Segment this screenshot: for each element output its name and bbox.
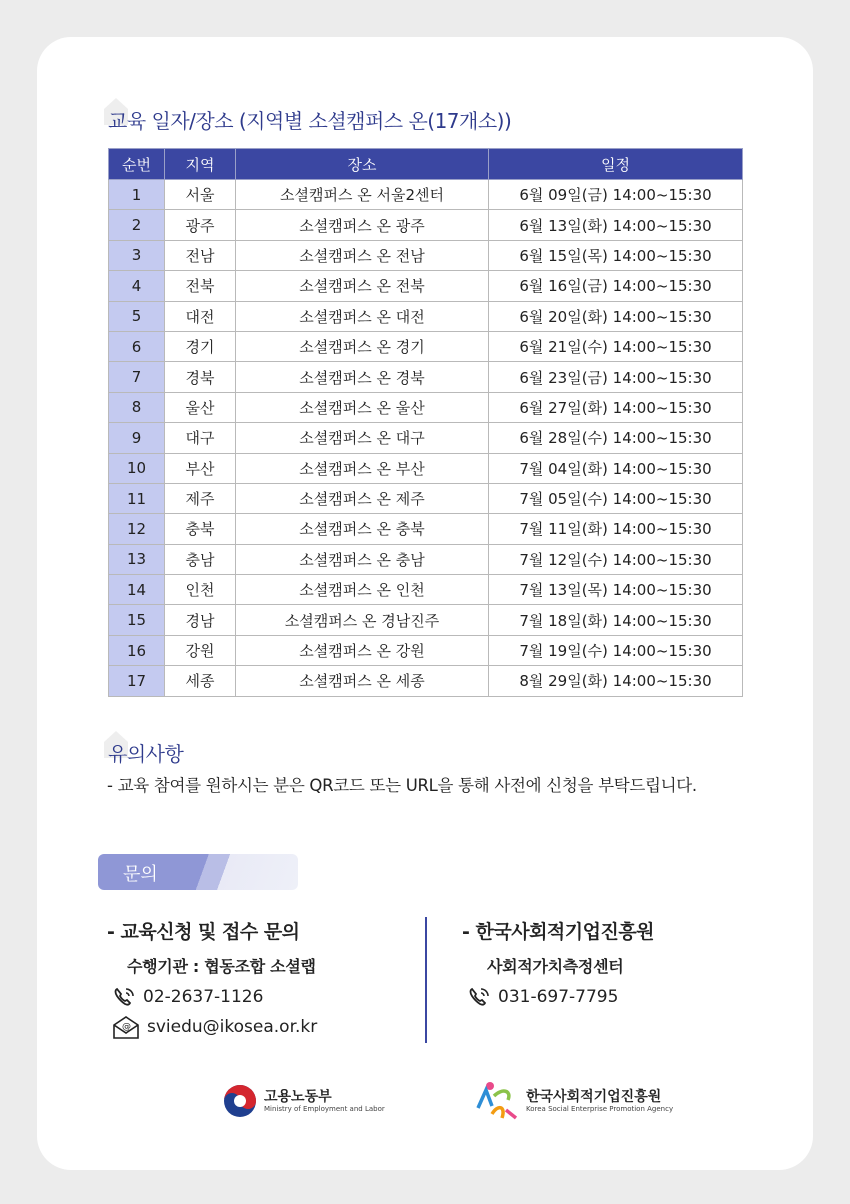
cell-place: 소셜캠퍼스 온 경북 — [236, 362, 489, 392]
cell-date: 6월 23일(금) 14:00~15:30 — [489, 362, 743, 392]
cell-date: 7월 11일(화) 14:00~15:30 — [489, 514, 743, 544]
svg-text:@: @ — [122, 1022, 131, 1032]
ministry-english-name: Ministry of Employment and Labor — [264, 1104, 385, 1113]
cell-region: 충북 — [165, 514, 236, 544]
header-place: 장소 — [236, 149, 489, 180]
cell-number: 8 — [109, 392, 165, 422]
cell-number: 6 — [109, 331, 165, 361]
cell-number: 7 — [109, 362, 165, 392]
schedule-table — [108, 148, 743, 697]
cell-region: 전남 — [165, 240, 236, 270]
contact-tab-label: 문의 — [123, 864, 158, 885]
cell-number: 4 — [109, 271, 165, 301]
cell-date: 6월 09일(금) 14:00~15:30 — [489, 180, 743, 210]
cell-date: 7월 12일(수) 14:00~15:30 — [489, 544, 743, 574]
cell-number: 3 — [109, 240, 165, 270]
ministry-name: 고용노동부 — [264, 1088, 332, 1105]
contact-left-phone: 02-2637-1126 — [143, 987, 264, 1007]
cell-number: 14 — [109, 575, 165, 605]
table-row — [109, 392, 743, 422]
agency-name: 한국사회적기업진흥원 — [526, 1088, 662, 1105]
cell-number: 17 — [109, 666, 165, 696]
table-row — [109, 210, 743, 240]
cell-region: 경북 — [165, 362, 236, 392]
cell-place: 소셜캠퍼스 온 전남 — [236, 240, 489, 270]
agency-english-name: Korea Social Enterprise Promotion Agency — [526, 1104, 674, 1113]
table-row — [109, 331, 743, 361]
contact-divider — [425, 917, 427, 1043]
agency-logo — [472, 1080, 673, 1122]
ministry-logo — [222, 1083, 385, 1119]
cell-region: 대전 — [165, 301, 236, 331]
cell-date: 7월 05일(수) 14:00~15:30 — [489, 483, 743, 513]
cell-region: 제주 — [165, 483, 236, 513]
table-row — [109, 575, 743, 605]
cell-date: 6월 15일(목) 14:00~15:30 — [489, 240, 743, 270]
header-date: 일정 — [489, 149, 743, 180]
cell-region: 인천 — [165, 575, 236, 605]
contact-left-org: 수행기관 : 협동조합 소셜랩 — [127, 957, 316, 976]
contact-right — [462, 917, 654, 1007]
contact-left-email-line — [113, 1015, 317, 1039]
cell-place: 소셜캠퍼스 온 충북 — [236, 514, 489, 544]
cell-region: 경남 — [165, 605, 236, 635]
notes-section-title — [108, 738, 183, 767]
table-row — [109, 635, 743, 665]
table-header-row — [109, 149, 743, 180]
cell-number: 16 — [109, 635, 165, 665]
contact-right-org: 사회적가치측정센터 — [487, 957, 624, 976]
table-row — [109, 362, 743, 392]
cell-number: 5 — [109, 301, 165, 331]
cell-date: 7월 18일(화) 14:00~15:30 — [489, 605, 743, 635]
cell-region: 울산 — [165, 392, 236, 422]
cell-date: 6월 13일(화) 14:00~15:30 — [489, 210, 743, 240]
schedule-body — [109, 180, 743, 697]
table-row — [109, 544, 743, 574]
cell-place: 소셜캠퍼스 온 제주 — [236, 483, 489, 513]
cell-place: 소셜캠퍼스 온 대전 — [236, 301, 489, 331]
cell-region: 부산 — [165, 453, 236, 483]
phone-icon — [113, 987, 135, 1007]
cell-number: 1 — [109, 180, 165, 210]
cell-date: 7월 04일(화) 14:00~15:30 — [489, 453, 743, 483]
table-row — [109, 180, 743, 210]
cell-date: 6월 27일(화) 14:00~15:30 — [489, 392, 743, 422]
schedule-title: 교육 일자/장소 (지역별 소셜캠퍼스 온(17개소)) — [108, 109, 512, 133]
contact-right-phone-line — [468, 987, 654, 1007]
cell-date: 6월 16일(금) 14:00~15:30 — [489, 271, 743, 301]
cell-region: 세종 — [165, 666, 236, 696]
cell-date: 6월 21일(수) 14:00~15:30 — [489, 331, 743, 361]
cell-place: 소셜캠퍼스 온 전북 — [236, 271, 489, 301]
header-region: 지역 — [165, 149, 236, 180]
email-icon — [113, 1015, 139, 1039]
taegeuk-logo-icon — [222, 1083, 258, 1119]
cell-place: 소셜캠퍼스 온 서울2센터 — [236, 180, 489, 210]
cell-date: 7월 19일(수) 14:00~15:30 — [489, 635, 743, 665]
phone-icon — [468, 987, 490, 1007]
cell-region: 강원 — [165, 635, 236, 665]
cell-place: 소셜캠퍼스 온 강원 — [236, 635, 489, 665]
cell-number: 10 — [109, 453, 165, 483]
notice-text: - 교육 참여를 원하시는 분은 QR코드 또는 URL을 통해 사전에 신청을 부탁드립니다. — [107, 776, 697, 795]
cell-number: 11 — [109, 483, 165, 513]
cell-region: 서울 — [165, 180, 236, 210]
cell-place: 소셜캠퍼스 온 세종 — [236, 666, 489, 696]
contact-right-heading: - 한국사회적기업진흥원 — [462, 921, 655, 943]
cell-number: 12 — [109, 514, 165, 544]
cell-region: 전북 — [165, 271, 236, 301]
cell-place: 소셜캠퍼스 온 울산 — [236, 392, 489, 422]
cell-place: 소셜캠퍼스 온 대구 — [236, 423, 489, 453]
table-row — [109, 514, 743, 544]
table-row — [109, 666, 743, 696]
table-row — [109, 483, 743, 513]
cell-region: 충남 — [165, 544, 236, 574]
contact-left-phone-line — [113, 987, 317, 1007]
cell-place: 소셜캠퍼스 온 인천 — [236, 575, 489, 605]
table-row — [109, 240, 743, 270]
cell-date: 7월 13일(목) 14:00~15:30 — [489, 575, 743, 605]
cell-place: 소셜캠퍼스 온 광주 — [236, 210, 489, 240]
notes-title: 유의사항 — [108, 742, 184, 766]
table-row — [109, 301, 743, 331]
cell-region: 경기 — [165, 331, 236, 361]
contact-left — [107, 917, 317, 1039]
contact-right-phone: 031-697-7795 — [498, 987, 619, 1007]
schedule-section-title — [108, 105, 511, 134]
cell-number: 2 — [109, 210, 165, 240]
cell-date: 6월 28일(수) 14:00~15:30 — [489, 423, 743, 453]
table-row — [109, 453, 743, 483]
cell-region: 대구 — [165, 423, 236, 453]
cell-place: 소셜캠퍼스 온 경기 — [236, 331, 489, 361]
cell-date: 6월 20일(화) 14:00~15:30 — [489, 301, 743, 331]
contact-tab — [98, 854, 298, 890]
table-row — [109, 271, 743, 301]
table-row — [109, 423, 743, 453]
cell-number: 13 — [109, 544, 165, 574]
document-card — [37, 37, 813, 1170]
table-row — [109, 605, 743, 635]
header-number: 순번 — [109, 149, 165, 180]
contact-left-heading: - 교육신청 및 접수 문의 — [107, 921, 300, 943]
agency-logo-icon — [472, 1080, 520, 1122]
contact-left-email[interactable]: sviedu@ikosea.or.kr — [147, 1017, 318, 1037]
cell-date: 8월 29일(화) 14:00~15:30 — [489, 666, 743, 696]
cell-place: 소셜캠퍼스 온 부산 — [236, 453, 489, 483]
cell-region: 광주 — [165, 210, 236, 240]
cell-place: 소셜캠퍼스 온 경남진주 — [236, 605, 489, 635]
cell-place: 소셜캠퍼스 온 충남 — [236, 544, 489, 574]
cell-number: 15 — [109, 605, 165, 635]
cell-number: 9 — [109, 423, 165, 453]
